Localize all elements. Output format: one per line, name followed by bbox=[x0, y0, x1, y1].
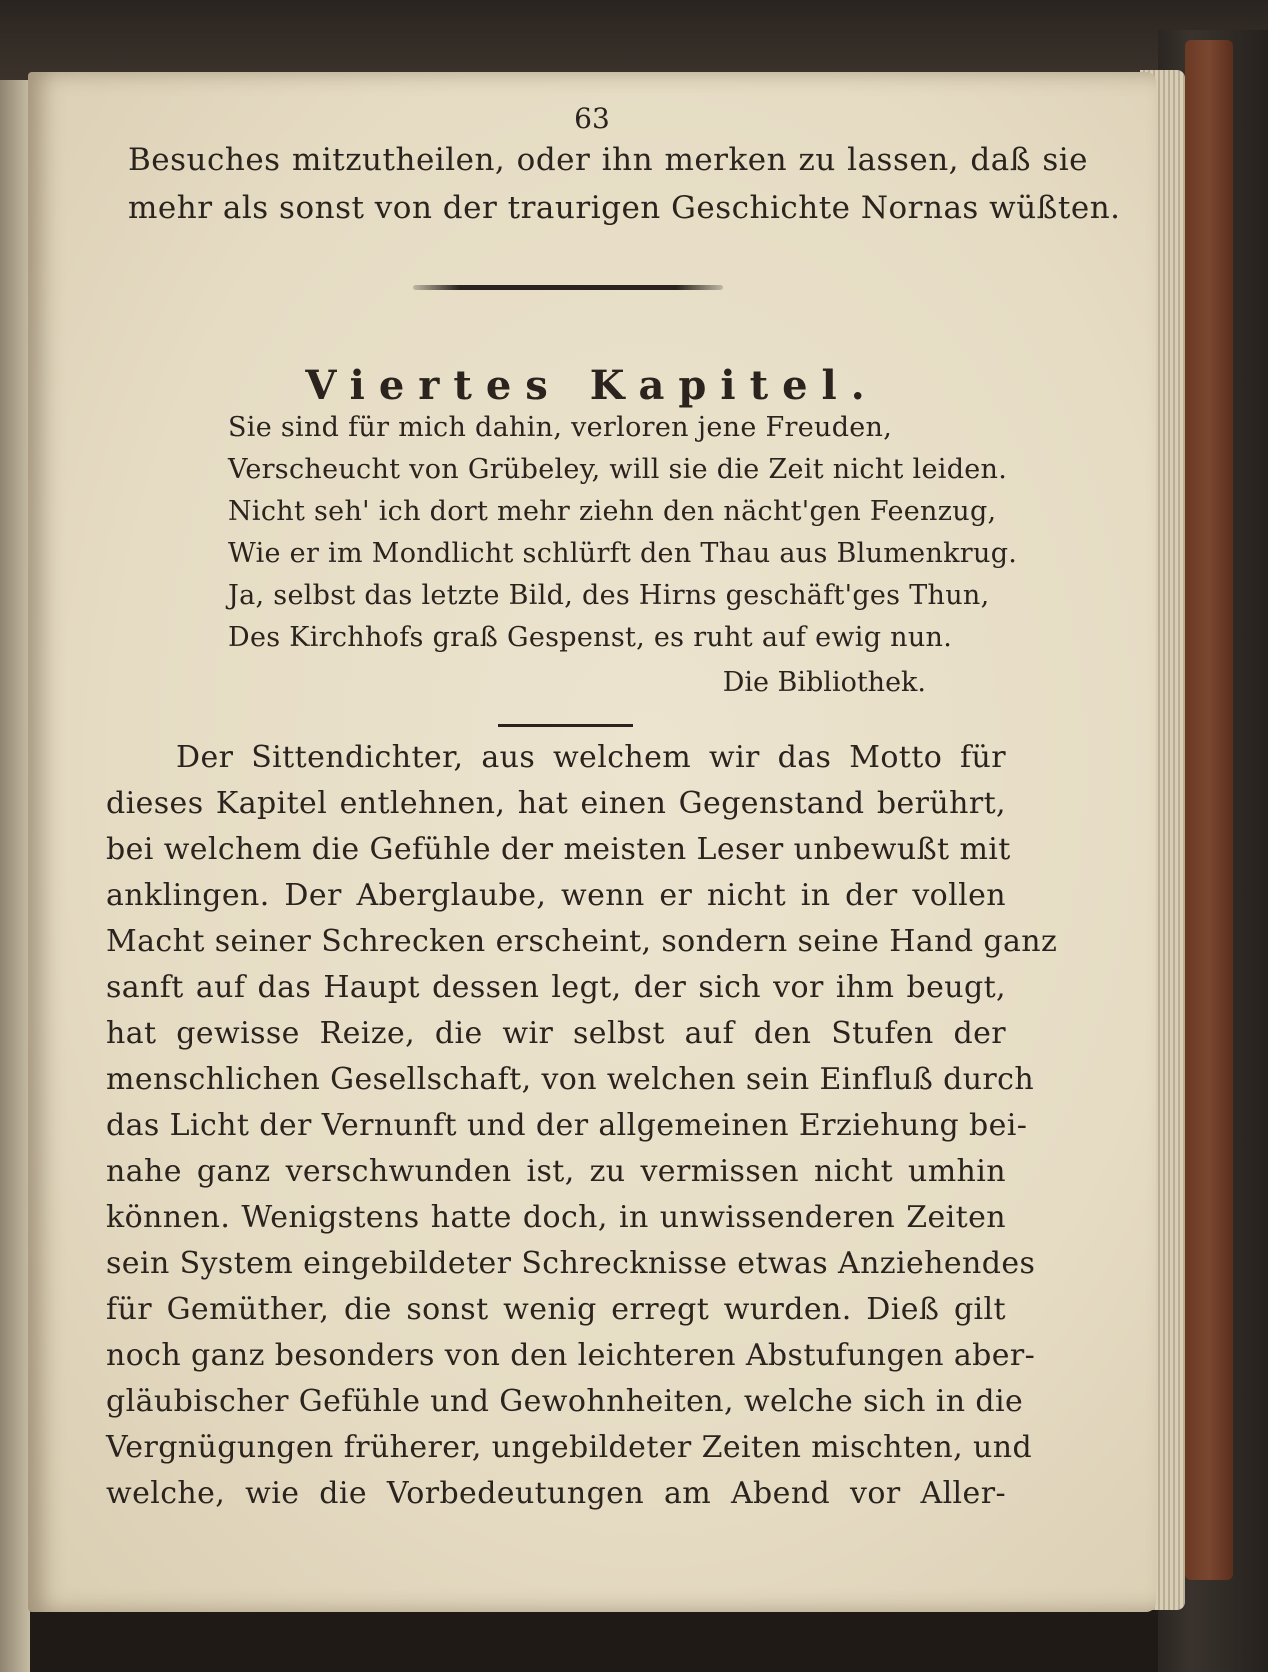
motto-line: Sie sind für mich dahin, verloren jene Freuden, bbox=[228, 412, 893, 443]
paragraph-line: nahe ganz verschwunden ist, zu vermissen nicht umhin bbox=[106, 1154, 1006, 1189]
book-page bbox=[28, 72, 1156, 1612]
paragraph-line: menschlichen Gesellschaft, von welchen sein Einfluß durch bbox=[106, 1062, 1035, 1097]
book-cover-top bbox=[0, 0, 1268, 80]
facing-page-edge bbox=[0, 80, 30, 1672]
leather-spine-edge bbox=[1185, 40, 1233, 1580]
paragraph-line: anklingen. Der Aberglaube, wenn er nicht in der vollen bbox=[106, 878, 1006, 913]
paragraph-line: das Licht der Vernunft und der allgemeinen Erziehung bei- bbox=[106, 1108, 1028, 1143]
paragraph-line: sanft auf das Haupt dessen legt, der sich vor ihm beugt, bbox=[106, 970, 1006, 1005]
text-line: Besuches mitzutheilen, oder ihn merken zu lassen, daß sie bbox=[128, 142, 1088, 178]
chapter-title: Viertes Kapitel. bbox=[305, 362, 879, 409]
paragraph-line: bei welchem die Gefühle der meisten Leser unbewußt mit bbox=[106, 832, 1011, 867]
motto-line: Ja, selbst das letzte Bild, des Hirns geschäft'ges Thun, bbox=[228, 580, 990, 611]
paragraph-line: können. Wenigstens hatte doch, in unwissenderen Zeiten bbox=[106, 1200, 1006, 1235]
paragraph-line: Der Sittendichter, aus welchem wir das Motto für bbox=[176, 740, 1006, 775]
paragraph-line: Vergnügungen früherer, ungebildeter Zeiten mischten, und bbox=[106, 1430, 1033, 1465]
motto-line: Nicht seh' ich dort mehr ziehn den nächt'gen Feenzug, bbox=[228, 496, 997, 527]
paragraph-line: welche, wie die Vorbedeutungen am Abend vor Aller- bbox=[106, 1476, 1006, 1511]
page-number: 63 bbox=[574, 102, 610, 135]
motto-divider-rule bbox=[498, 724, 633, 727]
motto-line: Verscheucht von Grübeley, will sie die Zeit nicht leiden. bbox=[228, 454, 1008, 485]
motto-line: Wie er im Mondlicht schlürft den Thau aus Blumenkrug. bbox=[228, 538, 1018, 569]
paragraph-line: hat gewisse Reize, die wir selbst auf den Stufen der bbox=[106, 1016, 1006, 1051]
section-divider-rule bbox=[413, 285, 723, 290]
text-line: mehr als sonst von der traurigen Geschichte Nornas wüßten. bbox=[128, 190, 1121, 226]
paragraph-line: gläubischer Gefühle und Gewohnheiten, welche sich in die bbox=[106, 1384, 1024, 1419]
paragraph-line: dieses Kapitel entlehnen, hat einen Gegenstand berührt, bbox=[106, 786, 1006, 821]
paragraph-line: noch ganz besonders von den leichteren Abstufungen aber- bbox=[106, 1338, 1036, 1373]
paragraph-line: sein System eingebildeter Schrecknisse etwas Anziehendes bbox=[106, 1246, 1036, 1281]
motto-line: Des Kirchhofs graß Gespenst, es ruht auf ewig nun. bbox=[228, 622, 953, 653]
paragraph-line: Macht seiner Schrecken erscheint, sondern seine Hand ganz bbox=[106, 924, 1058, 959]
motto-source: Die Bibliothek. bbox=[722, 667, 926, 698]
paragraph-line: für Gemüther, die sonst wenig erregt wurden. Dieß gilt bbox=[106, 1292, 1006, 1327]
